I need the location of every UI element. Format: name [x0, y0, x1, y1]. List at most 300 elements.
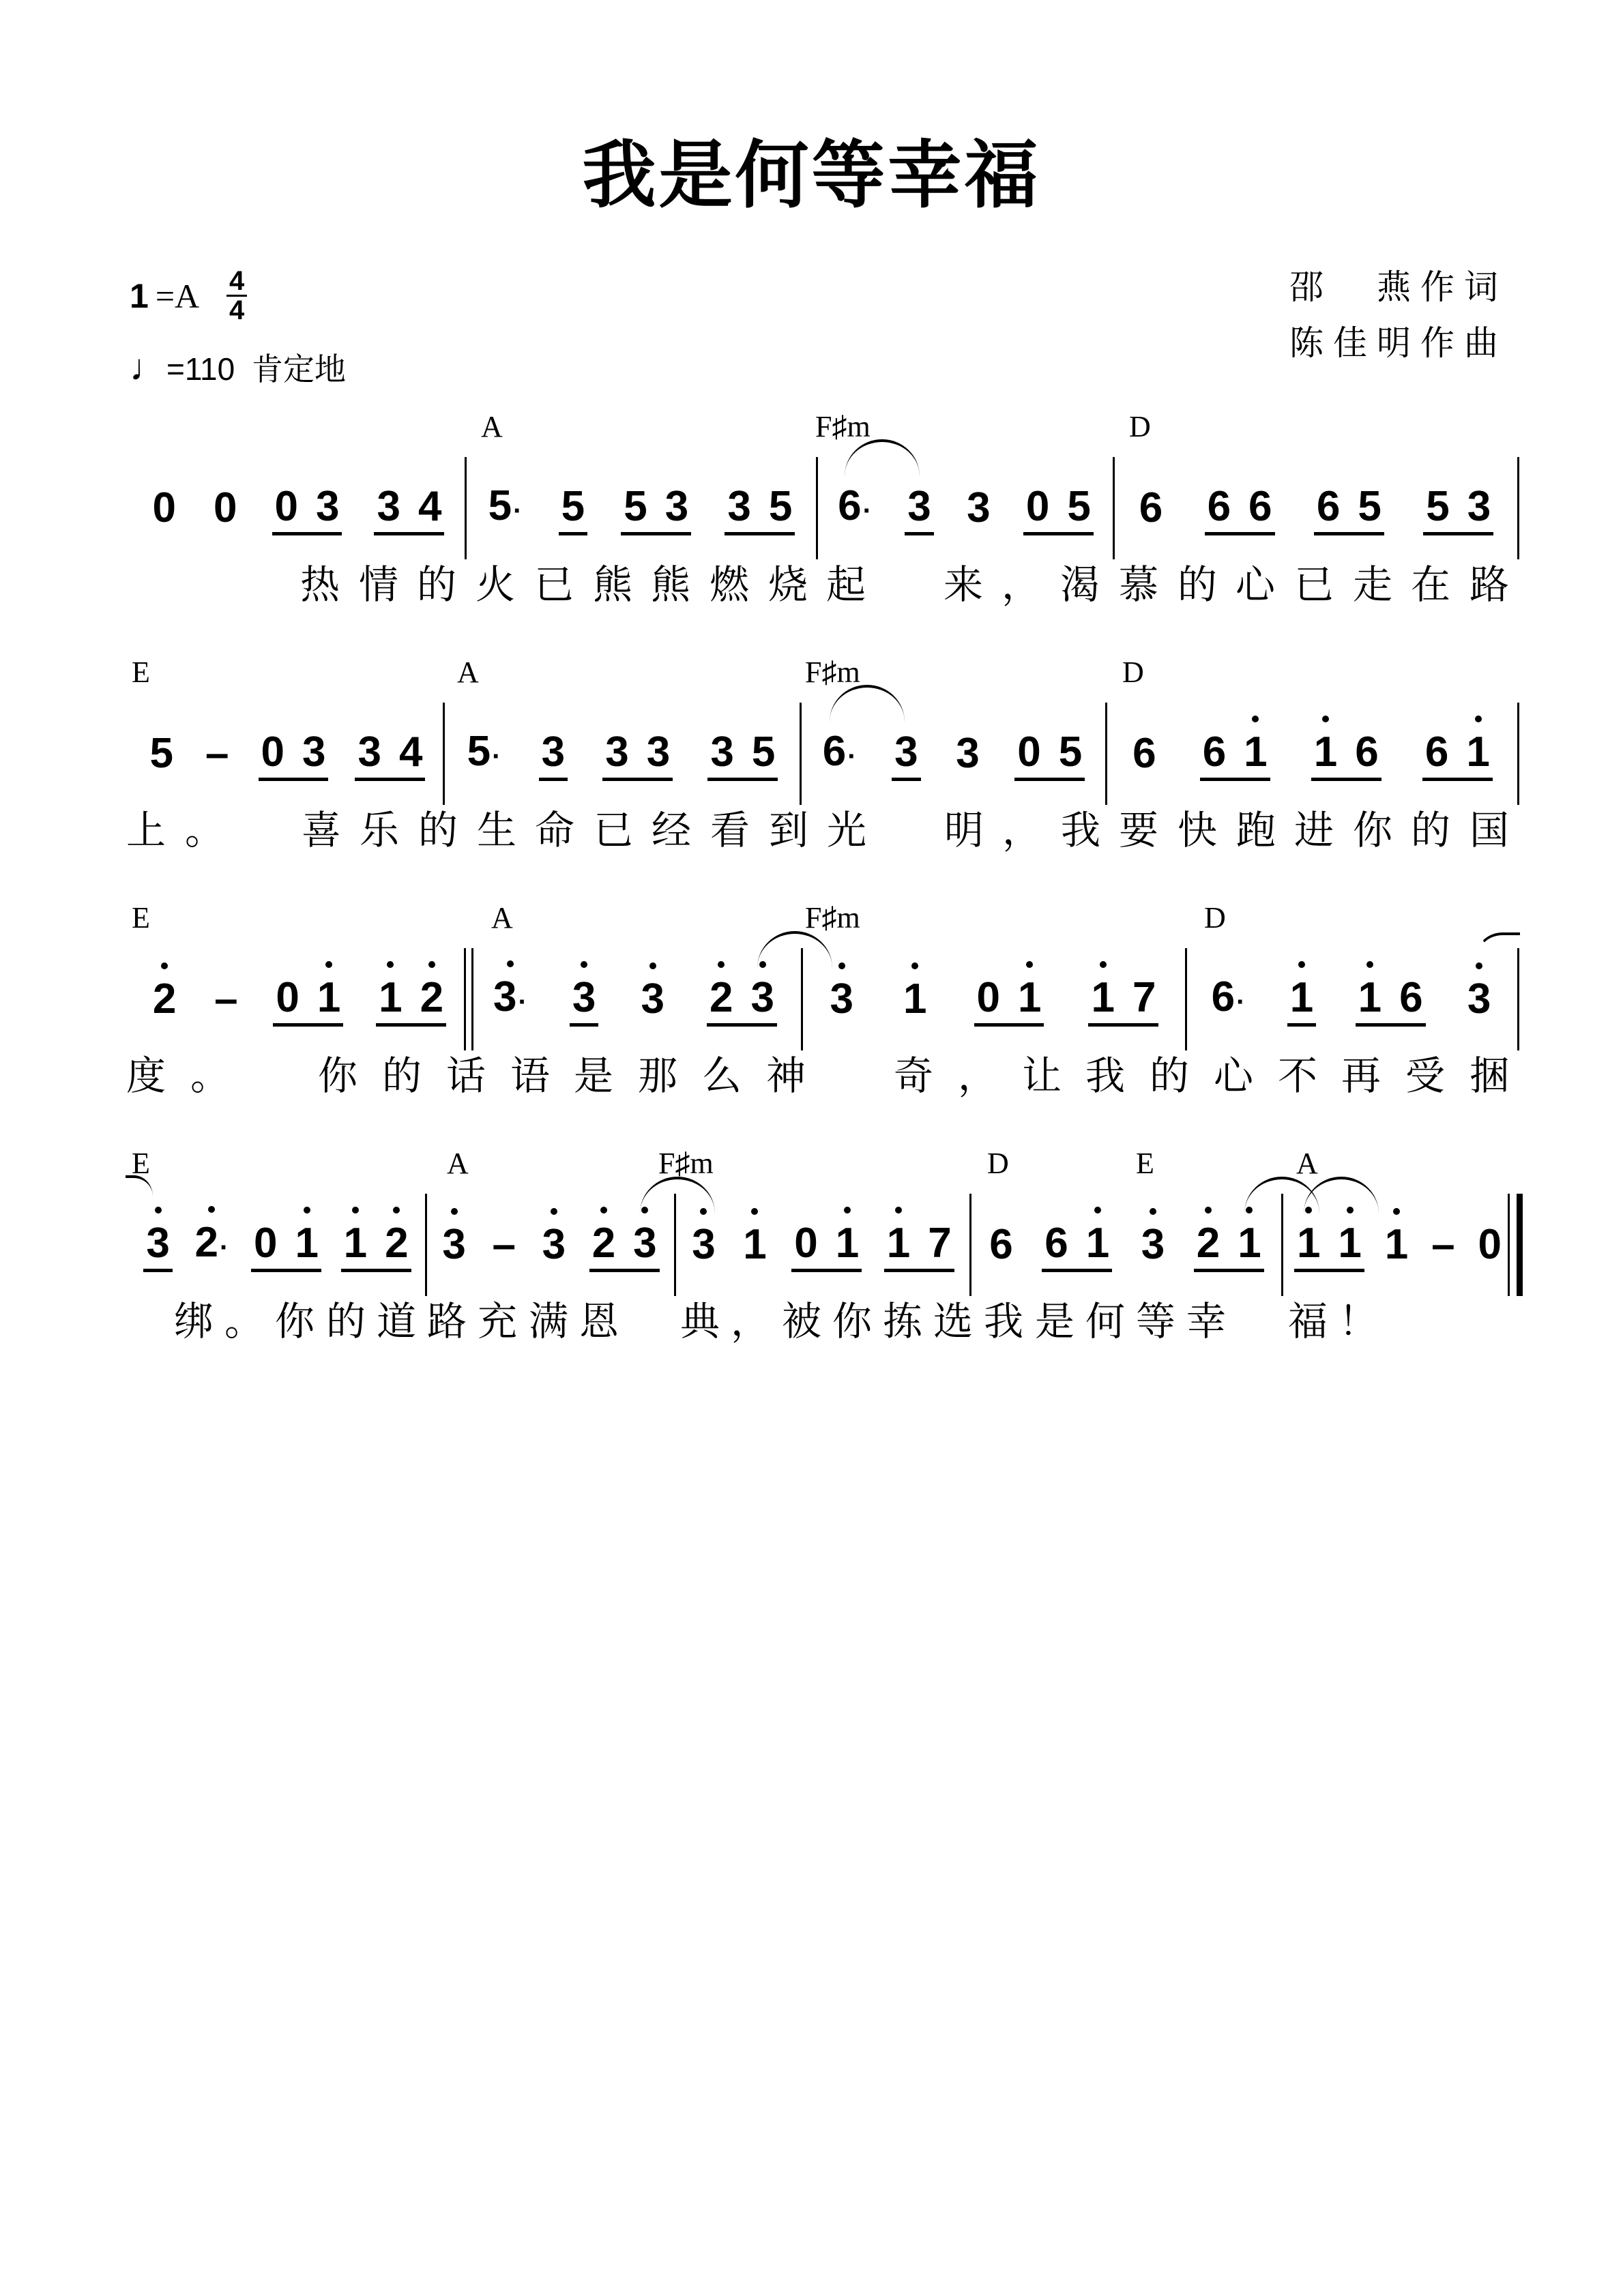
note [1139, 481, 1163, 535]
lyric-syllable: 进 [1294, 807, 1334, 853]
note [1426, 480, 1449, 534]
lyric-syllable: 你 [275, 1298, 315, 1344]
note-digit: 3 [727, 483, 751, 530]
time-bottom: 4 [229, 295, 245, 325]
note [1132, 971, 1156, 1025]
chord-symbol: D [987, 1147, 1009, 1180]
lyric-syllable: 路 [1470, 561, 1510, 608]
lyric-syllable: 命 [535, 807, 575, 853]
octave-dot-above [581, 961, 587, 968]
chord-symbol: F♯m [805, 901, 860, 934]
octave-dot-above [718, 961, 725, 968]
note-digit: 5 [561, 483, 585, 530]
beamed-group [624, 480, 688, 537]
barline [1281, 1194, 1283, 1296]
lyric-syllable: 的 [1411, 807, 1451, 853]
octave-dot-above [700, 1208, 707, 1215]
note [377, 480, 400, 534]
lyric-syllable: 是 [1035, 1298, 1075, 1344]
note-digit: 5 [768, 483, 793, 530]
note-digit: 3 [692, 1221, 716, 1268]
note-digit: 1 [1296, 1220, 1321, 1267]
beamed-group [1091, 971, 1156, 1028]
note [1044, 1216, 1068, 1271]
note [153, 481, 176, 535]
lyric-syllable: 受 [1405, 1053, 1446, 1099]
note-digit: 3 [146, 1220, 170, 1267]
note [823, 724, 857, 784]
lyric-syllable: 乐 [360, 807, 400, 853]
measure [134, 1194, 421, 1296]
note [418, 480, 441, 534]
beamed-group [1317, 480, 1381, 537]
chord-symbol: E [132, 656, 150, 689]
note [572, 971, 596, 1025]
beamed-group [887, 1216, 952, 1274]
lyric-syllable: 火 [476, 561, 516, 608]
note-digit: 3 [750, 974, 774, 1021]
measure [134, 457, 460, 559]
note [205, 726, 229, 781]
lyric-syllable: 来 [944, 561, 984, 608]
lyric-syllable: 燃 [710, 561, 750, 608]
barline [969, 1194, 971, 1296]
lyric-syllable: 心 [1235, 561, 1276, 608]
lyric-syllable: 福 [1288, 1298, 1328, 1344]
lyric-syllable: ， [1002, 807, 1042, 853]
octave-dot-above [507, 960, 514, 967]
lyric-syllable: 起 [826, 561, 866, 608]
note [903, 972, 926, 1027]
beamed-group [377, 480, 441, 537]
note [977, 971, 1000, 1025]
note-digit: 5 [751, 728, 776, 776]
lyric-syllable: 的 [382, 1053, 422, 1099]
measure [469, 457, 812, 559]
composer: 陈佳明作曲 [1289, 323, 1508, 363]
note-digit: 6 [838, 482, 862, 529]
note-digit: 1 [743, 1221, 767, 1268]
lyric-syllable: ， [958, 1053, 998, 1099]
note-digit: 3 [830, 975, 853, 1022]
lyric-syllable: 你 [318, 1053, 358, 1099]
beamed-group [592, 1216, 657, 1274]
note [1466, 725, 1489, 780]
note [379, 971, 402, 1025]
note [150, 726, 173, 781]
lyric-syllable: 走 [1353, 561, 1393, 608]
note-digit: 3 [1141, 1221, 1165, 1268]
chord-symbol: E [1136, 1147, 1154, 1180]
chord-symbol: A [457, 656, 479, 689]
note [1478, 1218, 1502, 1272]
lyric-syllable: 的 [1150, 1053, 1190, 1099]
note [605, 725, 628, 780]
octave-dot-above [751, 1208, 758, 1215]
note-digit: – [205, 730, 229, 777]
augmentation-dot: · [513, 495, 523, 526]
measure [471, 948, 797, 1050]
beamed-group [605, 725, 670, 782]
note [1026, 480, 1049, 534]
note-digit: 3 [605, 728, 629, 776]
note-digit: 3 [315, 483, 340, 530]
note-digit: 3 [894, 728, 918, 776]
octave-dot-above [393, 1207, 400, 1213]
note-digit: 6 [1211, 973, 1235, 1020]
beamed-group [379, 971, 443, 1028]
note [1017, 725, 1040, 780]
chord-symbol: F♯m [805, 656, 860, 689]
note-digit: 1 [1091, 974, 1115, 1021]
octave-dot-above [551, 1208, 557, 1215]
chord-symbol: D [1122, 656, 1144, 689]
lyric-syllable: 是 [574, 1053, 614, 1099]
note-digit: 1 [1085, 1220, 1110, 1267]
credits [1289, 259, 1508, 371]
lyric-syllable: 被 [782, 1298, 822, 1344]
barline [443, 703, 445, 805]
note-digit: 3 [633, 1220, 657, 1267]
beamed-group [894, 725, 918, 782]
lyric-syllable: 在 [1411, 561, 1451, 608]
note-digit: 6 [1316, 483, 1341, 530]
octave-dot-above [451, 1208, 458, 1215]
note-digit: 0 [254, 1220, 278, 1267]
lyric-syllable: 我 [984, 1298, 1024, 1344]
note-digit: 0 [214, 484, 237, 531]
note [1355, 725, 1378, 780]
measure [805, 948, 1181, 1050]
note-digit: 0 [1478, 1221, 1502, 1268]
note-digit: 2 [385, 1220, 409, 1267]
octave-dot-above [1094, 1207, 1101, 1213]
staff-line [0, 900, 1623, 1119]
note [692, 1218, 715, 1272]
lyric-syllable: 话 [446, 1053, 486, 1099]
octave-dot-above [844, 1207, 851, 1213]
beamed-group [1203, 725, 1268, 782]
octave-dot-above [428, 961, 435, 968]
measure [134, 948, 463, 1050]
lyric-syllable: 喜 [302, 807, 342, 853]
note [1358, 971, 1381, 1025]
note-digit: 3 [493, 973, 517, 1020]
note-digit: 2 [420, 974, 444, 1021]
song-title: 我是何等幸福 [582, 132, 1041, 218]
lyric-syllable: 充 [478, 1298, 518, 1344]
beamed-group [1358, 971, 1423, 1028]
lyric-syllable: 渴 [1060, 561, 1100, 608]
octave-dot-above [1366, 961, 1373, 968]
note-digit: 6 [989, 1221, 1013, 1268]
lyric-syllable: 度 [126, 1053, 166, 1099]
octave-dot-above [1246, 1207, 1253, 1213]
measure [447, 703, 795, 805]
note-digit: 1 [1017, 974, 1042, 1021]
key-tonic: 1 [130, 276, 149, 315]
augmentation-dot: · [862, 495, 872, 526]
note [838, 479, 872, 538]
note [1314, 725, 1337, 780]
note-digit: 5 [467, 727, 491, 775]
note-digit: 3 [357, 728, 381, 776]
note-digit: 0 [1025, 483, 1050, 530]
note-digit: 3 [664, 483, 689, 530]
lyric-syllable: 典 [680, 1298, 720, 1344]
note-digit: 5 [1426, 483, 1450, 530]
chord-symbol: D [1129, 410, 1151, 443]
lyric-syllable: 何 [1085, 1298, 1126, 1344]
note-digit: 2 [152, 975, 177, 1022]
tempo-marking [130, 344, 346, 389]
note-digit: 0 [276, 974, 299, 1021]
note-digit: 3 [907, 483, 931, 530]
note-digit: 6 [1132, 730, 1156, 777]
note [1248, 480, 1272, 534]
note [344, 1216, 367, 1271]
beamed-group [1208, 480, 1272, 537]
beamed-group [1044, 1216, 1109, 1274]
lyric-syllable: 已 [534, 561, 574, 608]
beamed-group [1026, 480, 1091, 537]
beamed-group [357, 725, 422, 782]
lyric-syllable: 我 [1061, 807, 1101, 853]
note [1425, 725, 1448, 780]
quarter-note-icon: ♩ [130, 347, 166, 388]
note [1467, 972, 1491, 1027]
augmentation-dot: · [1236, 986, 1246, 1017]
lyric-syllable: ， [731, 1298, 771, 1344]
beamed-group [794, 1216, 859, 1274]
note [1467, 480, 1491, 534]
note [647, 725, 670, 780]
note-digit: 6 [1202, 728, 1227, 776]
note [1290, 971, 1313, 1025]
octave-dot-above [911, 962, 918, 969]
lyric-syllable: 看 [710, 807, 750, 853]
note [907, 480, 931, 534]
lyric-syllable: 我 [1085, 1053, 1126, 1099]
note [542, 725, 565, 780]
barline [816, 457, 818, 559]
note [1431, 1218, 1454, 1272]
lyric-syllable: 等 [1136, 1298, 1176, 1344]
note [442, 1218, 465, 1272]
note-digit: 3 [641, 975, 664, 1022]
lyric-syllable: ， [1001, 561, 1042, 608]
barline [425, 1194, 427, 1296]
note-digit: 2 [591, 1220, 616, 1267]
octave-dot-above [1475, 716, 1482, 722]
note-digit: 1 [1338, 1220, 1362, 1267]
note-digit: 6 [1424, 728, 1449, 776]
note [624, 480, 647, 534]
octave-dot-above [1150, 1208, 1156, 1215]
note [956, 726, 979, 781]
chord-symbol: F♯m [815, 410, 871, 443]
note [665, 480, 688, 534]
measure [1117, 457, 1513, 559]
note-digit: 1 [1244, 728, 1268, 776]
lyric-syllable: 国 [1470, 807, 1510, 853]
lyric-syllable: 跑 [1236, 807, 1276, 853]
note [1086, 1216, 1109, 1271]
note [1197, 1216, 1220, 1271]
beamed-group [727, 480, 792, 537]
beamed-group [1425, 725, 1490, 782]
note [710, 725, 733, 780]
note-digit: 1 [835, 1220, 860, 1267]
note-digit: 3 [967, 484, 991, 531]
octave-dot-above [1322, 716, 1329, 722]
lyric-syllable: 明 [944, 807, 984, 853]
note [794, 1216, 817, 1271]
note-digit: 3 [377, 483, 400, 530]
octave-dot-above [649, 962, 656, 969]
octave-dot-above [759, 961, 766, 968]
lyric-syllable: 神 [766, 1053, 806, 1099]
note [399, 725, 422, 780]
lyric-syllable: 道 [377, 1298, 417, 1344]
note-digit: – [492, 1221, 516, 1268]
beamed-group [561, 480, 585, 537]
lyric-syllable: 捆 [1470, 1053, 1510, 1099]
measure [804, 703, 1101, 805]
note [928, 1216, 951, 1271]
note [1317, 480, 1340, 534]
note-digit: 1 [343, 1220, 368, 1267]
note-digit: 1 [1289, 974, 1314, 1021]
note [146, 1216, 169, 1271]
note [727, 480, 750, 534]
lyric-syllable: 已 [1294, 561, 1334, 608]
note-digit: 5 [1067, 483, 1091, 530]
lyric-syllable: 的 [326, 1298, 366, 1344]
note [195, 1216, 229, 1275]
note [302, 725, 325, 780]
lyric-syllable: 绑 [174, 1298, 214, 1344]
note-digit: – [1431, 1221, 1455, 1268]
lyric-syllable: 的 [418, 807, 458, 853]
beamed-group [1017, 725, 1082, 782]
lyric-syllable: 要 [1119, 807, 1159, 853]
note [1385, 1218, 1408, 1272]
barline [1105, 703, 1107, 805]
chord-symbol: E [132, 901, 150, 934]
note-digit: 3 [1467, 975, 1491, 1022]
note [153, 972, 176, 1027]
measure [678, 1194, 965, 1296]
note-digit: 1 [317, 974, 341, 1021]
octave-dot-above [325, 961, 332, 968]
lyric-syllable: 你 [832, 1298, 873, 1344]
note-digit: 3 [541, 728, 566, 776]
augmentation-dot: · [847, 741, 857, 771]
chord-symbol: A [447, 1147, 469, 1180]
note-digit: 2 [710, 974, 733, 1021]
beamed-group [344, 1216, 409, 1274]
lyric-syllable: 经 [652, 807, 692, 853]
note [561, 480, 585, 534]
octave-dot-above [161, 962, 168, 969]
note-digit: 5 [1058, 728, 1083, 776]
measure [1285, 1194, 1513, 1296]
note [1018, 971, 1041, 1025]
note [1212, 970, 1246, 1029]
beamed-group [276, 971, 340, 1028]
note-digit: 1 [903, 975, 927, 1022]
octave-dot-above [208, 1206, 215, 1213]
lyric-syllable: 不 [1278, 1053, 1318, 1099]
note [276, 971, 299, 1025]
note-digit: 5 [1358, 483, 1381, 530]
beamed-group [254, 1216, 319, 1274]
note [710, 971, 733, 1025]
barline [465, 457, 467, 559]
note-digit: 1 [886, 1220, 911, 1267]
note [1203, 725, 1226, 780]
expression-marking: 肯定地 [251, 351, 346, 387]
octave-dot-above [304, 1207, 310, 1213]
note [743, 1218, 766, 1272]
octave-dot-above [1305, 1207, 1312, 1213]
octave-dot-above [1347, 1207, 1354, 1213]
measure [134, 703, 439, 805]
note-digit: 0 [976, 974, 1000, 1021]
beamed-group [1426, 480, 1491, 537]
lyric-syllable: 幸 [1186, 1298, 1227, 1344]
note-digit: 1 [1313, 728, 1338, 776]
note [1132, 726, 1156, 781]
note [1399, 971, 1422, 1025]
note [493, 970, 527, 1029]
note-digit: 3 [646, 728, 671, 776]
measure [1109, 703, 1513, 805]
beamed-group [261, 725, 326, 782]
note-digit: 7 [928, 1220, 952, 1267]
octave-dot-above [1026, 961, 1033, 968]
measure [820, 457, 1109, 559]
note [317, 971, 340, 1025]
note-digit: 0 [794, 1220, 818, 1267]
note [295, 1216, 319, 1271]
note-digit: 1 [1238, 1220, 1261, 1267]
chord-symbol: E [132, 1147, 150, 1180]
lyric-syllable: 。 [190, 1053, 231, 1099]
measure [974, 1194, 1277, 1296]
note [1091, 971, 1114, 1025]
note [214, 972, 237, 1027]
key-signature [130, 267, 247, 324]
barline [674, 1194, 676, 1296]
lyricist: 邵 燕作词 [1289, 267, 1508, 307]
note [316, 480, 339, 534]
octave-dot-above [1205, 1207, 1212, 1213]
note-digit: 1 [1466, 728, 1490, 776]
beamed-group [1197, 1216, 1261, 1274]
chord-symbol: A [491, 901, 513, 934]
augmentation-dot: · [492, 741, 501, 771]
note [254, 1216, 277, 1271]
chord-symbol: A [1296, 1147, 1318, 1180]
beamed-group [907, 480, 931, 537]
chord-symbol: F♯m [658, 1147, 714, 1180]
note [633, 1216, 656, 1271]
beamed-group [977, 971, 1042, 1028]
note-digit: 7 [1132, 974, 1156, 1021]
lyric-syllable: 语 [510, 1053, 551, 1099]
